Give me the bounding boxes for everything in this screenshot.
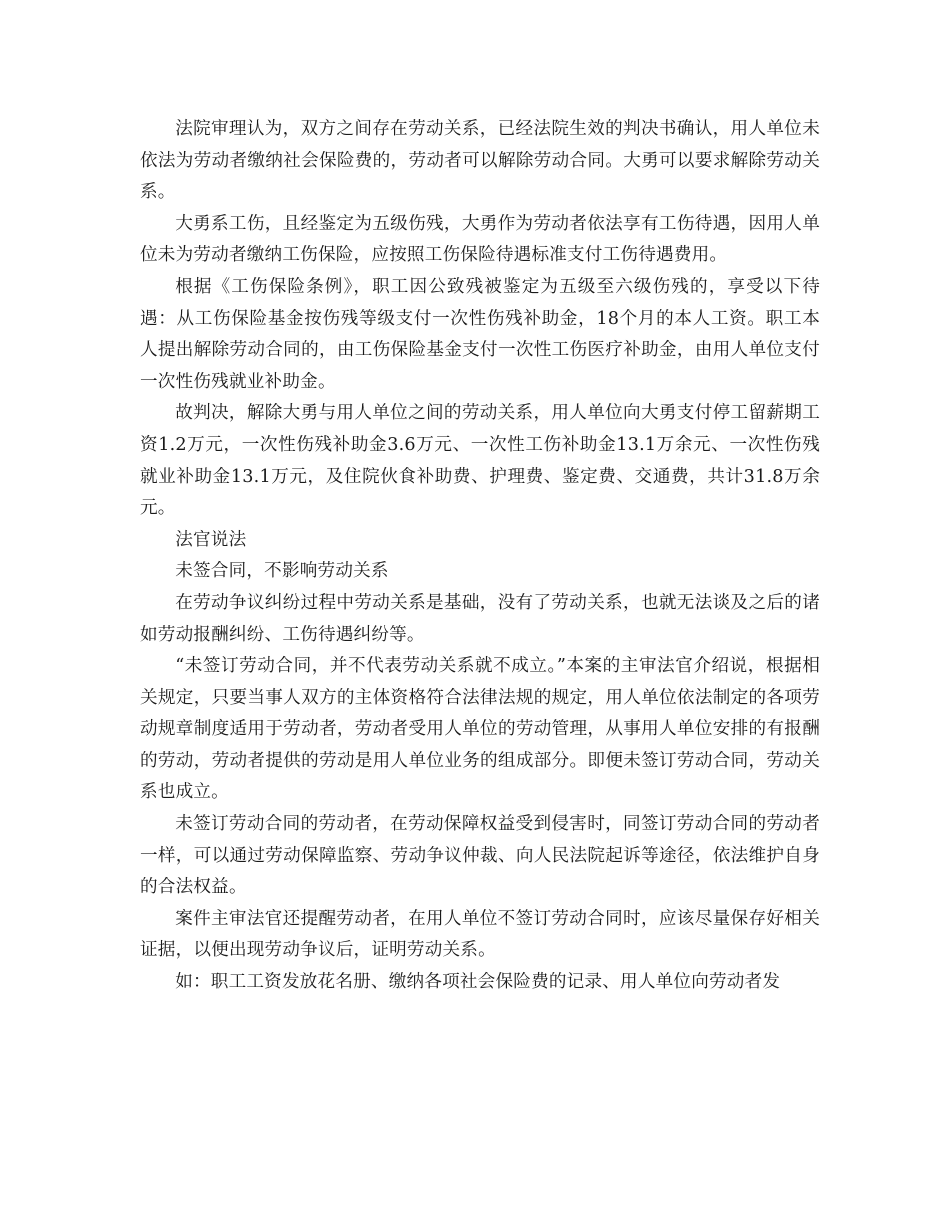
paragraph-reminder: 案件主审法官还提醒劳动者，在用人单位不签订劳动合同时，应该尽量保存好相关证据，以便出现劳动争议后，证明劳动关系。 (140, 908, 820, 961)
paragraph-court-ruling: 法院审理认为，双方之间存在劳动关系，已经法院生效的判决书确认，用人单位未依法为劳动者缴纳社会保险费的，劳动者可以解除劳动合同。大勇可以要求解除劳动关系。 (140, 119, 820, 203)
paragraph-rights-protection: 未签订劳动合同的劳动者，在劳动保障权益受到侵害时，同签订劳动合同的劳动者一样，可以通过劳动保障监察、劳动争议仲裁、向人民法院起诉等途径，依法维护自身的合法权益。 (140, 814, 820, 898)
paragraph-work-injury: 大勇系工伤，且经鉴定为五级伤残，大勇作为劳动者依法享有工伤待遇，因用人单位未为劳动者缴纳工伤保险，应按照工伤保险待遇标准支付工伤待遇费用。 (140, 213, 820, 266)
section-heading-judge-says: 法官说法 (175, 529, 247, 550)
paragraph-judge-quote: “未签订劳动合同，并不代表劳动关系就不成立。”本案的主审法官介绍说，根据相关规定，只要当事人双方的主体资格符合法律法规的规定，用人单位依法制定的各项劳动规章制度适用于劳动者，劳动者受用人单位的劳动管理，从事用人单位安排的有报酬的劳动，劳动者提供的劳动是用人单位业务的组成部分。即便未签订劳动合同，劳动关系也成立。 (140, 656, 820, 803)
document-body (140, 114, 820, 999)
paragraph-evidence-examples: 如：职工工资发放花名册、缴纳各项社会保险费的记录、用人单位向劳动者发 (175, 972, 781, 993)
paragraph-judgment: 故判决，解除大勇与用人单位之间的劳动关系，用人单位向大勇支付停工留薪期工资1.2万元，一次性伤残补助金3.6万元、一次性工伤补助金13.1万余元、一次性伤残就业补助金13.1万元，及住院伙食补助费、护理费、鉴定费、交通费，共计31.8万余元。 (140, 403, 820, 519)
subheading-no-contract: 未签合同，不影响劳动关系 (175, 561, 389, 582)
paragraph-labor-relation-basis: 在劳动争议纠纷过程中劳动关系是基础，没有了劳动关系，也就无法谈及之后的诸如劳动报酬纠纷、工伤待遇纠纷等。 (140, 592, 820, 645)
paragraph-regulation: 根据《工伤保险条例》，职工因公致残被鉴定为五级至六级伤残的，享受以下待遇：从工伤保险基金按伤残等级支付一次性伤残补助金，18个月的本人工资。职工本人提出解除劳动合同的，由工伤保险基金支付一次性工伤医疗补助金，由用人单位支付一次性伤残就业补助金。 (140, 276, 820, 392)
